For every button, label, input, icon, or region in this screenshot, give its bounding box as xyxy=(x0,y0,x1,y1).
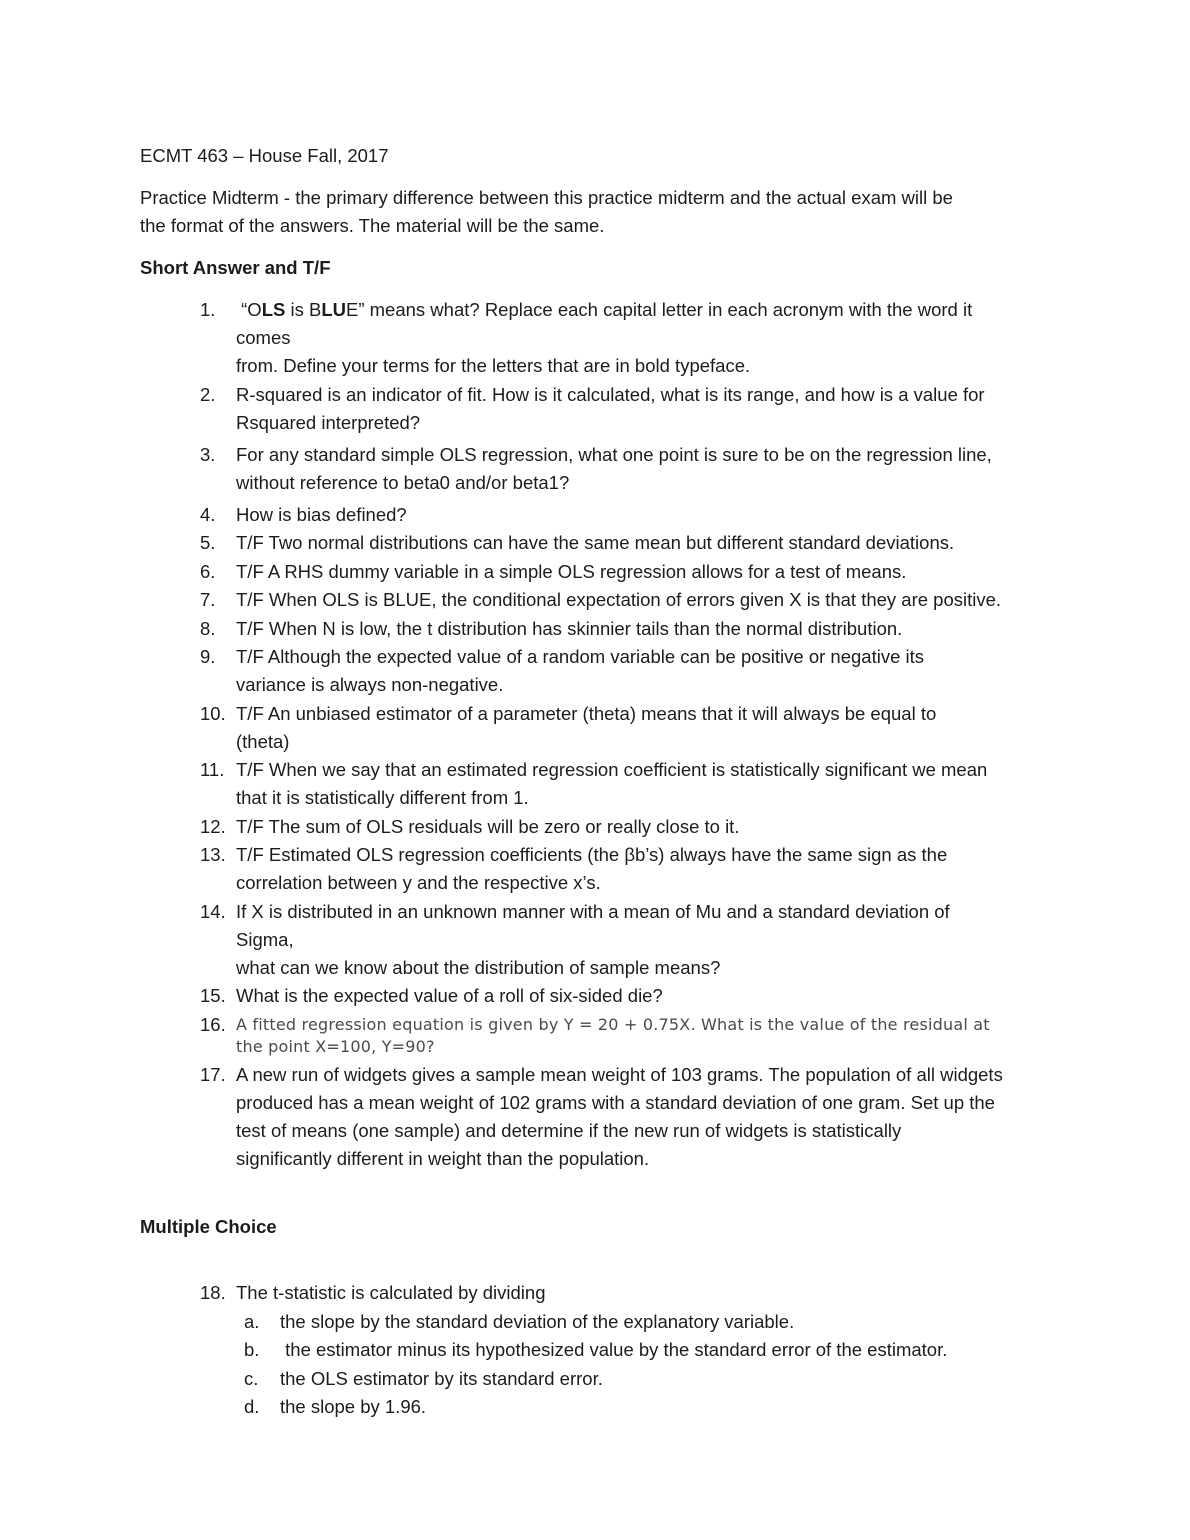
question-item xyxy=(140,1061,1060,1173)
option-label: c. xyxy=(244,1367,259,1389)
question-text: test of means (one sample) and determine if the new run of widgets is statistically xyxy=(236,1120,902,1141)
question-item xyxy=(140,529,1060,557)
question-item xyxy=(140,813,1060,841)
question-text: How is bias defined? xyxy=(236,503,407,525)
question-item xyxy=(140,558,1060,586)
question-text: T/F When N is low, the t distribution has skinnier tails than the normal distribution. xyxy=(236,617,903,639)
question-item xyxy=(140,1011,1060,1061)
mc-option xyxy=(140,1336,1060,1365)
question-text: T/F An unbiased estimator of a parameter (theta) means that it will always be equal to xyxy=(236,702,937,724)
intro-line: Practice Midterm - the primary difference between this practice midterm and the actual exam will be xyxy=(140,187,953,208)
question-text: Sigma, xyxy=(236,928,294,950)
option-text: the OLS estimator by its standard error. xyxy=(280,1367,603,1389)
intro-paragraph xyxy=(140,184,1060,240)
mc-option xyxy=(140,1393,1060,1422)
question-text: variance is always non-negative. xyxy=(236,674,504,695)
question-text: “OLS is BLUE” means what? Replace each capital letter in each acronym with the word it xyxy=(241,299,973,320)
question-item xyxy=(140,982,1060,1010)
option-text: the estimator minus its hypothesized value by the standard error of the estimator. xyxy=(280,1339,948,1360)
question-item xyxy=(140,756,1060,812)
question-item xyxy=(140,381,1060,437)
question-number: 11. xyxy=(200,759,225,780)
option-label: b. xyxy=(244,1339,260,1360)
question-text: A new run of widgets gives a sample mean weight of 103 grams. The population of all widgets xyxy=(236,1064,1003,1085)
question-item xyxy=(140,643,1060,699)
question-number: 1. xyxy=(200,299,216,320)
course-header: ECMT 463 – House Fall, 2017 xyxy=(140,145,389,166)
question-list xyxy=(140,296,1060,1173)
question-text: For any standard simple OLS regression, what one point is sure to be on the regression line, xyxy=(236,443,992,465)
question-number: 10. xyxy=(200,702,226,724)
question-text: The t-statistic is calculated by dividing xyxy=(236,1282,546,1303)
question-number: 9. xyxy=(200,646,216,667)
question-number: 3. xyxy=(200,443,216,465)
mc-option xyxy=(140,1365,1060,1394)
question-item xyxy=(140,898,1060,982)
question-text: T/F When we say that an estimated regression coefficient is statistically significant we mean xyxy=(236,759,988,780)
question-item xyxy=(140,841,1060,897)
question-number: 16. xyxy=(200,1013,226,1035)
question-text: T/F Two normal distributions can have the same mean but different standard deviations. xyxy=(236,532,955,553)
question-text: Rsquared interpreted? xyxy=(236,411,421,433)
question-number: 12. xyxy=(200,815,226,837)
document-page xyxy=(140,142,1060,1422)
question-text: A fitted regression equation is given by Y = 20 + 0.75X. What is the value of the residual at xyxy=(236,1014,990,1034)
question-number: 6. xyxy=(200,560,216,582)
section-heading-short-answer: Short Answer and T/F xyxy=(140,257,331,278)
question-number: 13. xyxy=(200,844,226,865)
question-number: 7. xyxy=(200,589,216,610)
question-text: the point X=100, Y=90? xyxy=(236,1036,435,1056)
question-text: comes xyxy=(236,327,291,348)
section-heading-multiple-choice: Multiple Choice xyxy=(140,1216,277,1237)
question-text: T/F Although the expected value of a random variable can be positive or negative its xyxy=(236,646,924,667)
question-text: from. Define your terms for the letters that are in bold typeface. xyxy=(236,355,751,376)
question-text: without reference to beta0 and/or beta1? xyxy=(236,471,570,493)
option-label: a. xyxy=(244,1310,260,1332)
question-item xyxy=(140,700,1060,756)
question-text: what can we know about the distribution of sample means? xyxy=(236,956,721,978)
question-item xyxy=(140,586,1060,614)
mc-options xyxy=(140,1308,1060,1422)
question-number: 15. xyxy=(200,985,226,1006)
question-text: R-squared is an indicator of fit. How is it calculated, what is its range, and how is a value for xyxy=(236,383,985,405)
mc-question-item xyxy=(140,1279,1060,1307)
question-text: T/F A RHS dummy variable in a simple OLS regression allows for a test of means. xyxy=(236,560,907,582)
question-text: correlation between y and the respective x’s. xyxy=(236,872,601,893)
question-number: 14. xyxy=(200,900,226,922)
question-number: 4. xyxy=(200,503,216,525)
question-number: 17. xyxy=(200,1064,226,1085)
question-text: T/F The sum of OLS residuals will be zero or really close to it. xyxy=(236,815,740,837)
question-text: (theta) xyxy=(236,730,290,752)
question-number: 18. xyxy=(200,1282,226,1303)
question-text: If X is distributed in an unknown manner with a mean of Mu and a standard deviation of xyxy=(236,900,950,922)
question-number: 5. xyxy=(200,532,216,553)
mc-option xyxy=(140,1308,1060,1337)
option-label: d. xyxy=(244,1396,260,1417)
question-text: significantly different in weight than the population. xyxy=(236,1148,650,1169)
question-number: 2. xyxy=(200,383,216,405)
mc-question-list xyxy=(140,1279,1060,1307)
question-text: What is the expected value of a roll of six-sided die? xyxy=(236,985,663,1006)
question-text: T/F Estimated OLS regression coefficients (the βb’s) always have the same sign as the xyxy=(236,844,948,865)
question-item xyxy=(140,501,1060,529)
question-item xyxy=(140,615,1060,643)
question-item xyxy=(140,296,1060,380)
question-text: produced has a mean weight of 102 grams with a standard deviation of one gram. Set up the xyxy=(236,1092,995,1113)
intro-line: the format of the answers. The material will be the same. xyxy=(140,215,605,236)
question-text: that it is statistically different from 1. xyxy=(236,787,529,808)
question-item xyxy=(140,441,1060,497)
question-number: 8. xyxy=(200,617,216,639)
option-text: the slope by 1.96. xyxy=(280,1396,427,1417)
option-text: the slope by the standard deviation of the explanatory variable. xyxy=(280,1310,795,1332)
question-text: T/F When OLS is BLUE, the conditional expectation of errors given X is that they are positive. xyxy=(236,589,1002,610)
